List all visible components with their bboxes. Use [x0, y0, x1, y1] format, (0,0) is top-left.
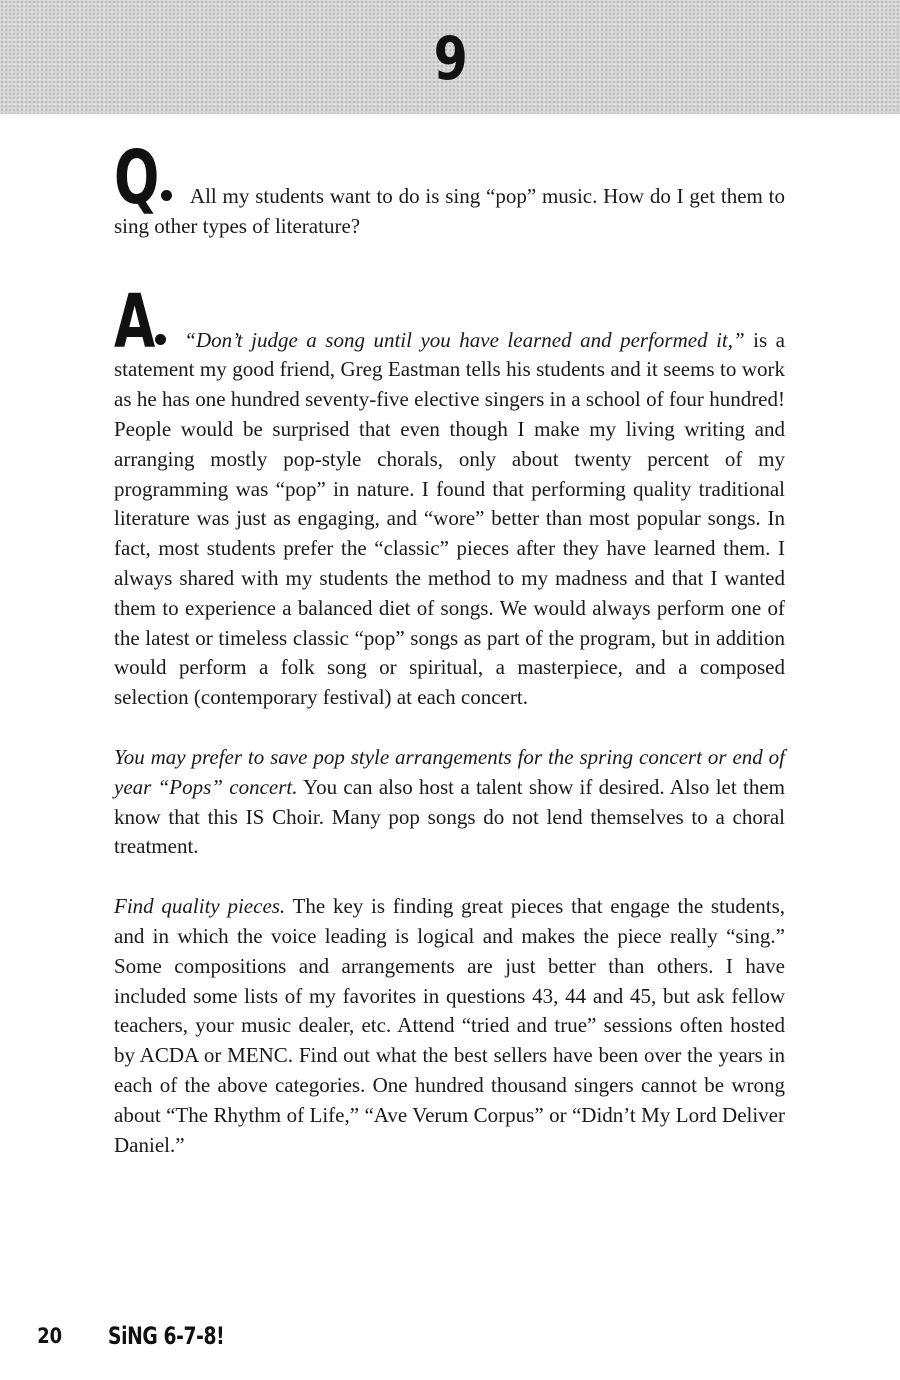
chapter-header — [0, 0, 900, 114]
question-text: All my students want to do is sing “pop” music. How do I get them to sing other types of literature? — [114, 184, 785, 238]
paragraph-pop-arrangements — [114, 743, 785, 862]
answer-lead-italic: “Don’t judge a song until you have learned and performed it,” — [184, 327, 745, 352]
page-number: 20 — [37, 1324, 63, 1348]
paragraph-body: The key is finding great pieces that engage the students, and in which the voice leading is logical and makes the piece really “sing.” Some compositions and arrangements are just better than others. I have included some lists of my favorites in questions 43, 44 and 45, but ask fellow teachers, your music dealer, etc. Attend “tried and true” sessions often hosted by ACDA or MENC. Find out what the best sellers have been over the years in each of the above categories. One hundred thousand singers cannot be wrong about “The Rhythm of Life,” “Ave Verum Corpus” or “Didn’t My Lord Deliver Daniel.” — [114, 894, 785, 1157]
paragraph-quality-pieces — [114, 892, 785, 1160]
chapter-number: 9 — [433, 24, 467, 94]
question-block — [114, 135, 785, 242]
question-marker: Q — [114, 135, 158, 221]
paragraph-body: You can also host a talent show if desired. Also let them know that this IS Choir. Many pop songs do not lend themselves to a choral treatment. — [114, 774, 785, 859]
book-title: SiNG 6-7-8! — [108, 1322, 225, 1350]
bullet-dot-icon — [161, 190, 172, 201]
page-content — [114, 135, 786, 1190]
paragraph-lead-italic: Find quality pieces. — [114, 894, 286, 919]
bullet-dot-icon — [155, 334, 166, 345]
answer-marker: A — [114, 278, 154, 365]
paragraph-lead-italic: You may prefer to save pop style arrangements for the spring concert or end of year “Pops” concert. — [114, 744, 785, 799]
page-footer — [35, 1318, 257, 1354]
answer-body: is a statement my good friend, Greg Eastman tells his students and it seems to work as he has one hundred seventy-five elective singers in a school of four hundred! People would be surprised that even though I make my living writing and arranging mostly pop-style chorals, only about twenty percent of my programming was “pop” in nature. I found that performing quality traditional literature was just as engaging, and “wore” better than most popular songs. In fact, most students prefer the “classic” pieces after they have learned them. I always shared with my students the method to my madness and that I wanted them to experience a balanced diet of songs. We would always perform one of the latest or timeless classic “pop” songs as part of the program, but in addition would perform a folk song or spiritual, a masterpiece, and a composed selection (contemporary festival) at each concert. — [114, 327, 786, 710]
answer-block — [114, 278, 786, 713]
